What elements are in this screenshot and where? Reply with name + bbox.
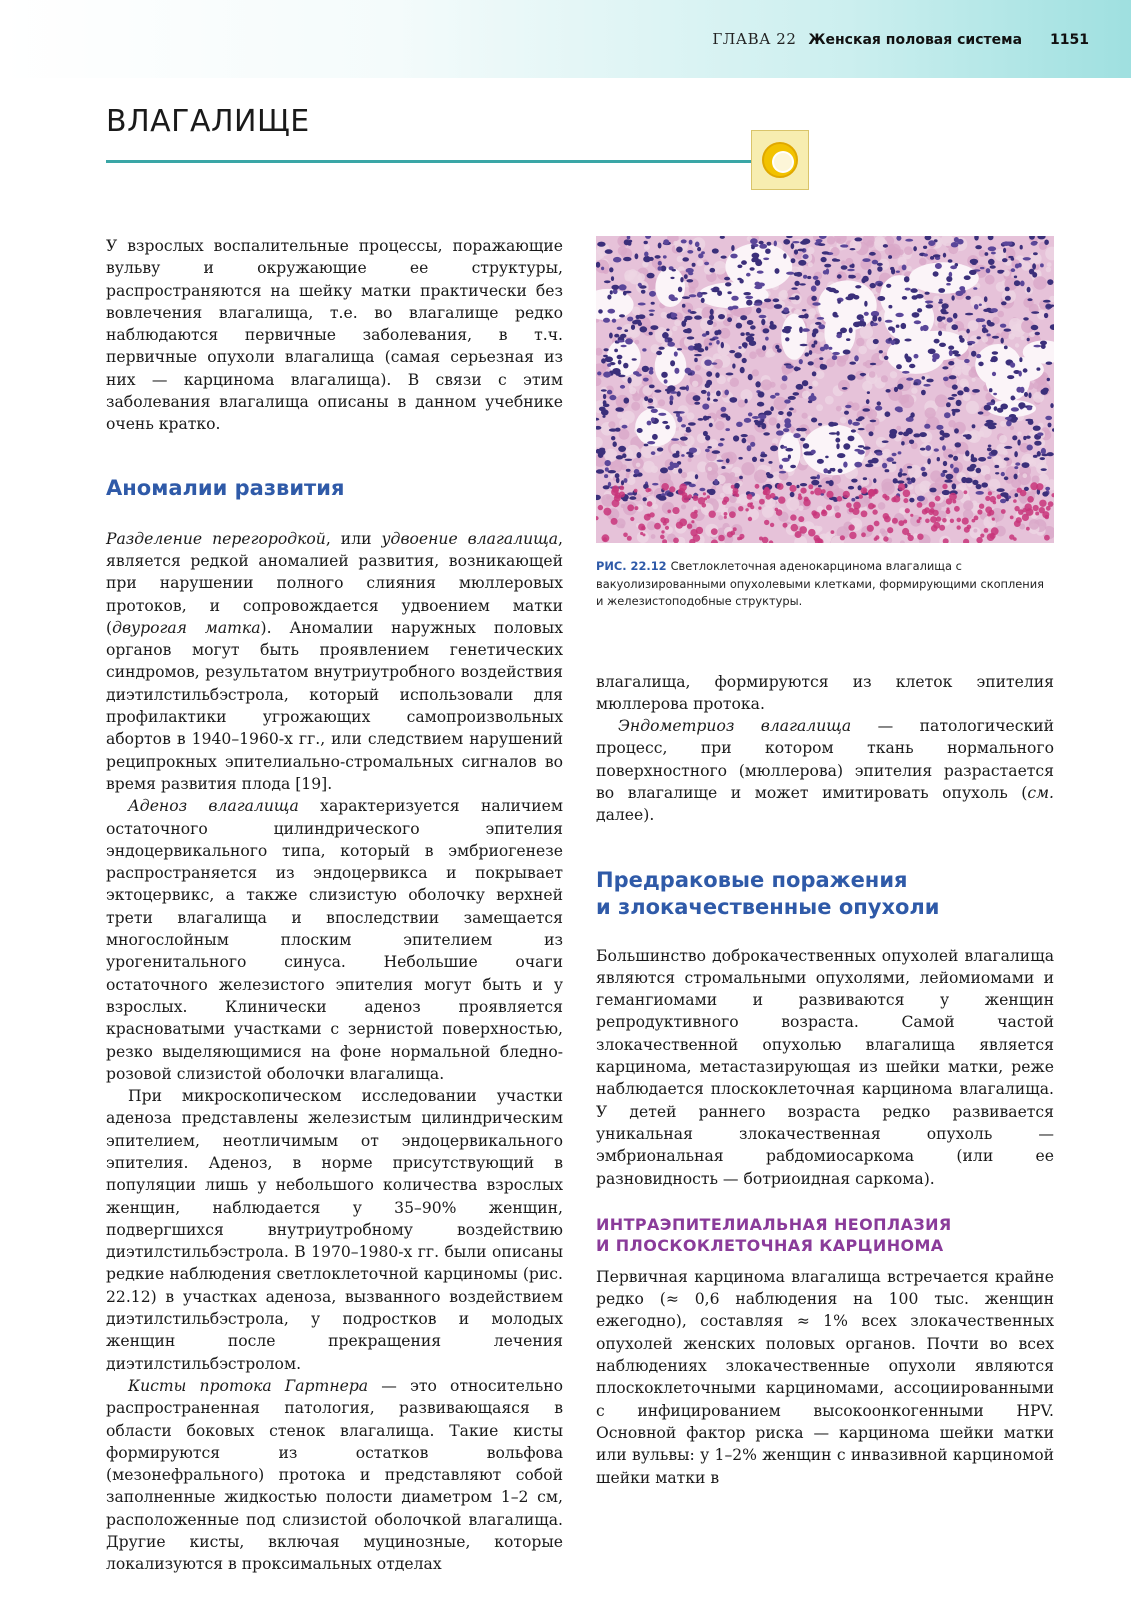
section-heading-anomalies: Аномалии развития [106, 475, 345, 500]
heading-line: И ПЛОСКОКЛЕТОЧНАЯ КАРЦИНОМА [596, 1235, 944, 1255]
intro-paragraph: У взрослых воспалительные процессы, поражающие вульву и окружающие ее структуры, распространяются на шейку матки практически без вовлечения влагалища, т.е. во влагалище редко наблюдаются первичные заболевания, в т.ч. первичные опухоли влагалища (самая серьезная из них — карцинома влагалища). В связи с этим заболевания влагалища описаны в данном учебнике очень кратко. [106, 237, 563, 434]
text-run: , или [325, 529, 382, 548]
paragraph-benign-tumors: Большинство доброкачественных опухолей влагалища являются стромальными опухолями, лейомиомами и гемангиомами и развиваются у женщин репродуктивного возраста. Самой частой злокачественной опухолью влагалища является карцинома, метастазирующая из шейки матки, реже наблюдается плоскоклеточная карцинома влагалища. У детей раннего возраста редко развивается уникальная злокачественная опухоль — эмбриональная рабдомиосаркома (или ее разновидность — ботриоидная саркома). [596, 946, 1054, 1188]
text-run: далее). [596, 806, 655, 825]
running-head-chapter: ГЛАВА 22 [712, 30, 797, 48]
text-run: ). Аномалии наружных половых органов могут быть проявлением генетических синдромов, результатом внутриутробного воздействия диэтилстильбэстрола, который использовали для профилактики угрожающих самопроизвольных абортов в 1940–1960-х гг., или следствием нарушений реципрокных эпителиально-стромальных сигналов во время развития плода [19]. [106, 618, 563, 793]
section-heading-precancer [596, 867, 1054, 921]
running-head-title: Женская половая система [808, 32, 1023, 48]
paragraph-adenosis [106, 795, 563, 1085]
title-rule [106, 160, 756, 163]
term-septation: Разделение перегородкой [106, 529, 326, 548]
subsection-heading-vain [596, 1214, 1054, 1256]
text-run: характеризуется наличием остаточного цилиндрического эпителия эндоцервикального типа, который в эмбриогенезе распространяется из эндоцервикса и покрывает эктоцервикс, а также слизистую оболочку верхней трети влагалища и впоследствии замещается многослойным плоским эпителием из урогенитального синуса. Небольшие очаги остаточного железистого эпителия могут быть и у взрослых. Клинически аденоз проявляется красноватыми участками с зернистой поверхностью, резко выделяющимися на фоне нормальной бледно-розовой слизистой оболочки влагалища. [106, 797, 563, 1083]
figure-caption-text: Светлоклеточная аденокарцинома влагалища с вакуолизированными опухолевыми клетками, формирующими скопления и железистоподобные структуры. [596, 559, 1044, 608]
term-see: см. [1027, 783, 1054, 802]
paragraph-endometriosis [596, 715, 1054, 826]
running-head [712, 30, 1089, 48]
micrograph-image [596, 236, 1054, 543]
page-title: ВЛАГАЛИЩЕ [106, 104, 310, 139]
heading-line: Предраковые поражения [596, 867, 908, 892]
figure-22-12 [596, 236, 1054, 611]
term-endometriosis: Эндометриоз влагалища [618, 717, 852, 736]
paragraph-continuation: влагалища, формируются из клеток эпителия мюллерова протока. [596, 672, 1054, 713]
paragraph-microscopy: При микроскопическом исследовании участки аденоза представлены железистым цилиндрическим эпителием, неотличимым от эндоцервикального эпителия. Аденоз, в норме присутствующий в популяции лишь у небольшого количества взрослых женщин, наблюдается у 35–90% женщин, подвергшихся внутриутробному воздействию диэтилстильбэстрола. В 1970–1980-х гг. были описаны редкие наблюдения светлоклеточной карциномы (рис. 22.12) в участках аденоза, вызванного воздействием диэтилстильбэстрола, у подростков и молодых женщин после прекращения лечения диэтилстильбэстролом. [106, 1087, 563, 1373]
paragraph-gartner-cysts [106, 1375, 563, 1576]
text-run: — это относительно распространенная патология, развивающаяся в области боковых стенок влагалища. Такие кисты формируются из остатков вольфова (мезонефрального) протока и представляют собой заполненные жидкостью полости диаметром 1–2 см, расположенные под слизистой оболочкой влагалища. Другие кисты, включая муцинозные, которые локализуются в проксимальных отделах [106, 1376, 563, 1574]
figure-label: РИС. 22.12 [596, 559, 667, 573]
left-column [106, 235, 563, 1576]
right-column [596, 236, 1054, 1489]
figure-caption [596, 558, 1054, 611]
term-adenosis: Аденоз влагалища [128, 797, 299, 816]
paragraph-duplication [106, 528, 563, 796]
page-number: 1151 [1050, 32, 1089, 48]
text-run: — патологический процесс, при котором ткань нормального поверхностного (мюллерова) эпителия разрастается во влагалище и может имитировать опухоль ( [596, 717, 1054, 802]
heading-line: ИНТРАЭПИТЕЛИАЛЬНАЯ НЕОПЛАЗИЯ [596, 1214, 952, 1234]
term-bicornuate: двурогая матка [112, 618, 261, 637]
paragraph-primary-carcinoma: Первичная карцинома влагалища встречается крайне редко (≈ 0,6 наблюдения на 100 тыс. женщин ежегодно), составляя ≈ 1% всех злокачественных опухолей женских половых органов. Почти во всех наблюдениях злокачественные опухоли являются плоскоклеточными карциномами, ассоциированными с инфицированием высокоонкогенными HPV. Основной фактор риска — карцинома шейки матки или вульвы: у 1–2% женщин с инвазивной карциномой шейки матки в [596, 1267, 1054, 1487]
heading-line: и злокачественные опухоли [596, 894, 940, 919]
yellow-circle-badge-icon [751, 130, 809, 190]
term-gartner-cysts: Кисты протока Гартнера [128, 1376, 369, 1395]
text-run: , является редкой аномалией развития, возникающей при нарушении полного слияния мюллеровых протоков, и сопровождается удвоением матки ( [106, 529, 564, 637]
term-duplication: удвоение влагалища [381, 529, 559, 548]
